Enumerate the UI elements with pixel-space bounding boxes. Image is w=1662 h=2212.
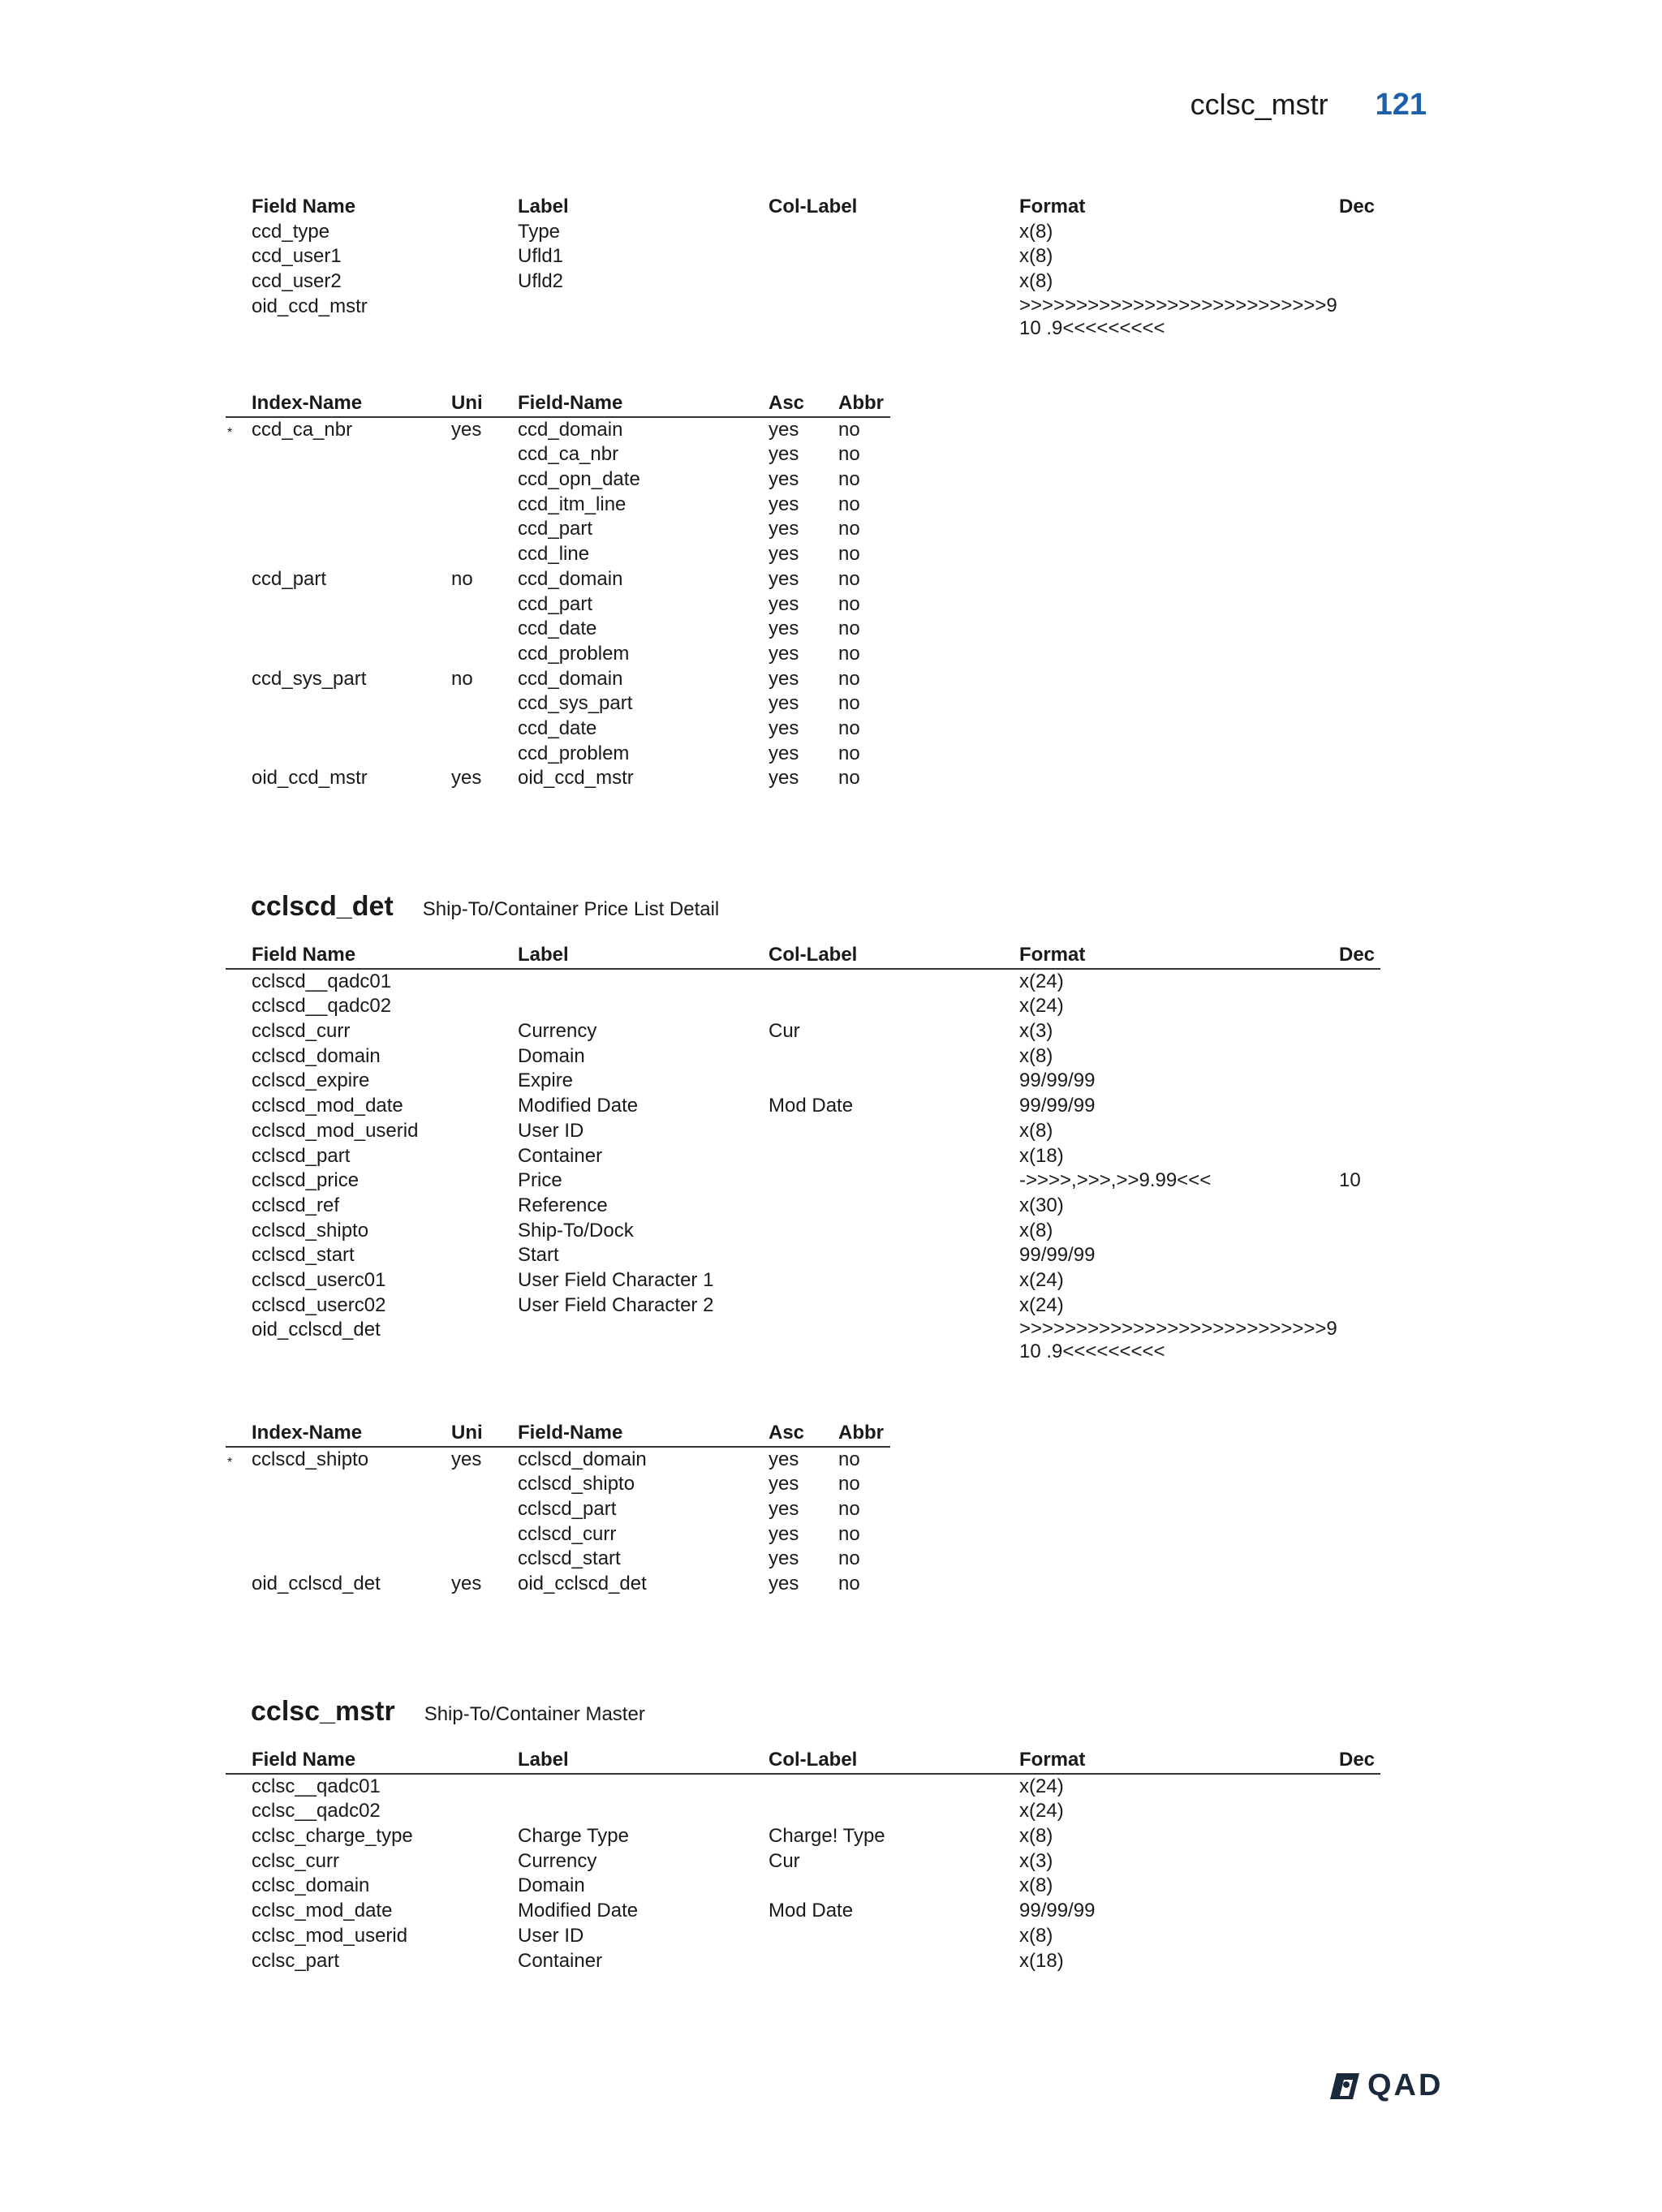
field-name-cell: oid_ccd_mstr xyxy=(518,767,634,790)
abbreviated-cell: no xyxy=(838,1547,860,1570)
format-cell: x(8) xyxy=(1019,1924,1053,1947)
ascending-cell: yes xyxy=(769,1547,799,1570)
label-cell: User ID xyxy=(518,1119,584,1142)
header-col-label: Col-Label xyxy=(769,196,858,217)
field-name-cell: cclscd_shipto xyxy=(252,1219,369,1242)
format-cell: x(24) xyxy=(1019,1268,1064,1291)
cclscd-field-rows xyxy=(226,970,1380,1366)
field-row xyxy=(226,1899,1380,1924)
field-row xyxy=(226,1775,1380,1800)
field-name-cell: ccd_sys_part xyxy=(518,692,633,715)
field-row xyxy=(226,295,1380,342)
ascending-cell: yes xyxy=(769,1522,799,1545)
format-cell: 99/99/99 xyxy=(1019,1244,1096,1267)
field-row xyxy=(226,1044,1380,1069)
cclscd-index-table xyxy=(226,1421,890,1597)
field-name-cell: cclscd_mod_date xyxy=(252,1095,403,1117)
index-name-cell: oid_ccd_mstr xyxy=(252,767,368,790)
index-row xyxy=(226,667,890,692)
format-cell: x(8) xyxy=(1019,270,1053,293)
index-row xyxy=(226,467,890,493)
ascending-cell: yes xyxy=(769,717,799,739)
field-row xyxy=(226,1949,1380,1974)
index-row xyxy=(226,542,890,567)
field-name-cell: cclscd_domain xyxy=(252,1044,381,1067)
ccd-index-table xyxy=(226,391,890,791)
label-cell: Expire xyxy=(518,1069,574,1092)
field-row xyxy=(226,220,1380,245)
ascending-cell: yes xyxy=(769,1498,799,1521)
field-name-cell: cclscd_ref xyxy=(252,1194,340,1216)
format-cell: x(8) xyxy=(1019,220,1053,243)
abbreviated-cell: no xyxy=(838,543,860,566)
qad-logo-icon xyxy=(1328,2072,1361,2101)
index-row xyxy=(226,1497,890,1522)
unique-cell: yes xyxy=(451,418,482,441)
index-row xyxy=(226,617,890,642)
ccd-field-rows xyxy=(226,220,1380,342)
header-col-label: Col-Label xyxy=(769,1749,858,1771)
format-cell: x(24) xyxy=(1019,970,1064,992)
field-row xyxy=(226,1268,1380,1293)
col-label-cell: Charge! Type xyxy=(769,1825,885,1848)
field-name-cell: cclscd_price xyxy=(252,1169,360,1192)
field-row xyxy=(226,1168,1380,1194)
abbreviated-cell: no xyxy=(838,618,860,640)
abbreviated-cell: no xyxy=(838,1573,860,1595)
ascending-cell: yes xyxy=(769,742,799,764)
format-cell: x(8) xyxy=(1019,1044,1053,1067)
dec-cell: 10 xyxy=(1339,1169,1361,1192)
header-dec: Dec xyxy=(1339,1749,1376,1771)
index-table-header xyxy=(226,391,890,418)
format-cell: x(24) xyxy=(1019,1775,1064,1797)
field-row xyxy=(226,1924,1380,1949)
field-name-cell: ccd_line xyxy=(518,543,590,566)
header-dec: Dec xyxy=(1339,944,1376,966)
index-table-header xyxy=(226,1421,890,1448)
field-row xyxy=(226,970,1380,995)
field-name-cell: cclscd_part xyxy=(518,1498,617,1521)
field-name-cell: cclsc_domain xyxy=(252,1874,370,1897)
field-name-cell: ccd_user2 xyxy=(252,270,342,293)
field-row xyxy=(226,1799,1380,1824)
field-name-cell: ccd_date xyxy=(518,618,597,640)
header-asc: Asc xyxy=(769,1422,805,1444)
abbreviated-cell: no xyxy=(838,667,860,690)
header-field-name: Field Name xyxy=(252,196,356,217)
format-cell: 99/99/99 xyxy=(1019,1095,1096,1117)
ascending-cell: yes xyxy=(769,592,799,615)
primary-index-marker: * xyxy=(227,425,233,440)
abbreviated-cell: no xyxy=(838,1473,860,1495)
ascending-cell: yes xyxy=(769,443,799,466)
format-cell: x(24) xyxy=(1019,1800,1064,1823)
label-cell: Container xyxy=(518,1949,603,1972)
ascending-cell: yes xyxy=(769,1448,799,1470)
header-format: Format xyxy=(1019,944,1086,966)
field-name-cell: cclsc__qadc02 xyxy=(252,1800,381,1823)
format-cell: >>>>>>>>>>>>>>>>>>>>>>>>>>>9 10 .9<<<<<<<<< xyxy=(1019,1318,1337,1363)
abbreviated-cell: no xyxy=(838,418,860,441)
table-description: Ship-To/Container Master xyxy=(424,1703,645,1725)
abbreviated-cell: no xyxy=(838,717,860,739)
field-row xyxy=(226,1824,1380,1849)
format-cell: x(24) xyxy=(1019,1293,1064,1316)
index-row xyxy=(226,1472,890,1497)
field-name-cell: ccd_part xyxy=(518,592,593,615)
field-name-cell: cclscd_curr xyxy=(252,1020,351,1043)
label-cell: Domain xyxy=(518,1874,585,1897)
format-cell: x(8) xyxy=(1019,1874,1053,1897)
format-cell: x(30) xyxy=(1019,1194,1064,1216)
logo-text: QAD xyxy=(1367,2068,1444,2102)
label-cell: Ufld1 xyxy=(518,245,564,268)
field-name-cell: cclsc_charge_type xyxy=(252,1825,413,1848)
field-name-cell: oid_ccd_mstr xyxy=(252,295,368,317)
page-number: 121 xyxy=(1375,88,1427,122)
field-name-cell: ccd_date xyxy=(518,717,597,739)
abbreviated-cell: no xyxy=(838,493,860,515)
field-name-cell: cclscd_start xyxy=(518,1547,621,1570)
field-row xyxy=(226,1144,1380,1169)
abbreviated-cell: no xyxy=(838,518,860,540)
unique-cell: yes xyxy=(451,767,482,790)
field-name-cell: ccd_type xyxy=(252,220,330,243)
header-index-name: Index-Name xyxy=(252,1422,363,1444)
header-label: Label xyxy=(518,1749,569,1771)
format-cell: 99/99/99 xyxy=(1019,1069,1096,1092)
ascending-cell: yes xyxy=(769,567,799,590)
ascending-cell: yes xyxy=(769,418,799,441)
header-field-name: Field-Name xyxy=(518,392,623,414)
index-row xyxy=(226,691,890,717)
format-cell: x(3) xyxy=(1019,1020,1053,1043)
field-row xyxy=(226,1318,1380,1366)
ascending-cell: yes xyxy=(769,1473,799,1495)
field-table-header xyxy=(226,195,1380,220)
field-name-cell: cclscd_start xyxy=(252,1244,355,1267)
ascending-cell: yes xyxy=(769,692,799,715)
label-cell: User Field Character 1 xyxy=(518,1268,714,1291)
header-label: Label xyxy=(518,944,569,966)
header-uni: Uni xyxy=(451,1422,483,1444)
index-name-cell: ccd_ca_nbr xyxy=(252,418,353,441)
field-name-cell: ccd_user1 xyxy=(252,245,342,268)
label-cell: Type xyxy=(518,220,561,243)
header-uni: Uni xyxy=(451,392,483,414)
abbreviated-cell: no xyxy=(838,1498,860,1521)
field-name-cell: ccd_ca_nbr xyxy=(518,443,619,466)
abbreviated-cell: no xyxy=(838,692,860,715)
ascending-cell: yes xyxy=(769,618,799,640)
field-name-cell: oid_cclscd_det xyxy=(252,1319,381,1341)
index-name-cell: cclscd_shipto xyxy=(252,1448,369,1470)
header-format: Format xyxy=(1019,1749,1086,1771)
label-cell: Reference xyxy=(518,1194,608,1216)
field-name-cell: ccd_domain xyxy=(518,567,623,590)
field-row xyxy=(226,244,1380,269)
field-row xyxy=(226,1094,1380,1119)
cclsc-field-table xyxy=(226,1748,1380,1973)
header-label: Label xyxy=(518,196,569,217)
index-name-cell: oid_cclscd_det xyxy=(252,1573,381,1595)
cclscd-index-rows xyxy=(226,1448,890,1597)
running-head xyxy=(1191,88,1427,123)
ascending-cell: yes xyxy=(769,543,799,566)
label-cell: Ufld2 xyxy=(518,270,564,293)
header-asc: Asc xyxy=(769,392,805,414)
label-cell: Modified Date xyxy=(518,1095,639,1117)
header-field-name: Field-Name xyxy=(518,1422,623,1444)
field-row xyxy=(226,1069,1380,1094)
header-abbr: Abbr xyxy=(838,1422,884,1444)
format-cell: x(8) xyxy=(1019,1219,1053,1242)
running-head-title: cclsc_mstr xyxy=(1190,88,1328,121)
index-row xyxy=(226,1522,890,1547)
header-abbr: Abbr xyxy=(838,392,884,414)
header-col-label: Col-Label xyxy=(769,944,858,966)
field-name-cell: ccd_problem xyxy=(518,742,630,764)
field-name-cell: cclscd_userc01 xyxy=(252,1268,386,1291)
index-row xyxy=(226,1448,890,1473)
field-row xyxy=(226,1194,1380,1219)
field-row xyxy=(226,1874,1380,1899)
cclscd-field-table xyxy=(226,943,1380,1366)
label-cell: User ID xyxy=(518,1924,584,1947)
format-cell: x(24) xyxy=(1019,995,1064,1018)
field-row xyxy=(226,1293,1380,1319)
format-cell: x(8) xyxy=(1019,1825,1053,1848)
format-cell: x(3) xyxy=(1019,1849,1053,1872)
abbreviated-cell: no xyxy=(838,443,860,466)
header-index-name: Index-Name xyxy=(252,392,363,414)
field-row xyxy=(226,1119,1380,1144)
abbreviated-cell: no xyxy=(838,1522,860,1545)
index-row xyxy=(226,717,890,742)
field-row xyxy=(226,1019,1380,1044)
unique-cell: no xyxy=(451,667,473,690)
label-cell: Container xyxy=(518,1144,603,1167)
label-cell: Modified Date xyxy=(518,1900,639,1922)
field-row xyxy=(226,1243,1380,1268)
abbreviated-cell: no xyxy=(838,567,860,590)
table-name: cclscd_det xyxy=(251,891,394,922)
primary-index-marker: * xyxy=(227,1455,233,1470)
format-cell: x(8) xyxy=(1019,245,1053,268)
ccd-field-table xyxy=(226,195,1380,342)
index-row xyxy=(226,592,890,618)
label-cell: Start xyxy=(518,1244,559,1267)
format-cell: x(18) xyxy=(1019,1949,1064,1972)
format-cell: x(18) xyxy=(1019,1144,1064,1167)
label-cell: Ship-To/Dock xyxy=(518,1219,634,1242)
field-name-cell: cclsc_part xyxy=(252,1949,340,1972)
ascending-cell: yes xyxy=(769,767,799,790)
index-name-cell: ccd_sys_part xyxy=(252,667,367,690)
field-name-cell: ccd_domain xyxy=(518,667,623,690)
field-name-cell: cclscd_userc02 xyxy=(252,1293,386,1316)
abbreviated-cell: no xyxy=(838,1448,860,1470)
label-cell: Domain xyxy=(518,1044,585,1067)
ascending-cell: yes xyxy=(769,468,799,491)
label-cell: Charge Type xyxy=(518,1825,629,1848)
header-format: Format xyxy=(1019,196,1086,217)
label-cell: Currency xyxy=(518,1849,597,1872)
section-heading-cclscd-det xyxy=(251,891,719,923)
ascending-cell: yes xyxy=(769,493,799,515)
qad-logo xyxy=(1328,2068,1443,2103)
label-cell: User Field Character 2 xyxy=(518,1293,714,1316)
index-row xyxy=(226,418,890,443)
index-name-cell: ccd_part xyxy=(252,567,327,590)
format-cell: x(8) xyxy=(1019,1119,1053,1142)
field-name-cell: cclscd__qadc01 xyxy=(252,970,392,992)
section-heading-cclsc-mstr xyxy=(251,1696,645,1728)
col-label-cell: Mod Date xyxy=(769,1900,854,1922)
header-dec: Dec xyxy=(1339,196,1376,217)
format-cell: ->>>>,>>>,>>9.99<<< xyxy=(1019,1169,1212,1192)
index-row xyxy=(226,1572,890,1597)
field-name-cell: cclsc_mod_userid xyxy=(252,1924,408,1947)
field-name-cell: cclscd_shipto xyxy=(518,1473,635,1495)
label-cell: Price xyxy=(518,1169,562,1192)
field-row xyxy=(226,269,1380,295)
field-name-cell: cclscd_curr xyxy=(518,1522,617,1545)
field-name-cell: ccd_domain xyxy=(518,418,623,441)
field-name-cell: cclsc__qadc01 xyxy=(252,1775,381,1797)
header-field-name: Field Name xyxy=(252,1749,356,1771)
index-row xyxy=(226,642,890,667)
table-name: cclsc_mstr xyxy=(251,1696,395,1727)
field-name-cell: cclscd_domain xyxy=(518,1448,647,1470)
ascending-cell: yes xyxy=(769,518,799,540)
index-row xyxy=(226,517,890,542)
abbreviated-cell: no xyxy=(838,642,860,665)
abbreviated-cell: no xyxy=(838,767,860,790)
col-label-cell: Cur xyxy=(769,1849,800,1872)
format-cell: 99/99/99 xyxy=(1019,1900,1096,1922)
cclsc-field-rows xyxy=(226,1775,1380,1974)
ascending-cell: yes xyxy=(769,642,799,665)
ccd-index-rows xyxy=(226,418,890,791)
field-name-cell: cclscd_expire xyxy=(252,1069,370,1092)
table-description: Ship-To/Container Price List Detail xyxy=(422,898,720,920)
unique-cell: no xyxy=(451,567,473,590)
ascending-cell: yes xyxy=(769,667,799,690)
unique-cell: yes xyxy=(451,1448,482,1470)
index-row xyxy=(226,442,890,467)
index-row xyxy=(226,493,890,518)
header-field-name: Field Name xyxy=(252,944,356,966)
field-name-cell: ccd_itm_line xyxy=(518,493,626,515)
field-row xyxy=(226,1849,1380,1874)
index-row xyxy=(226,766,890,791)
label-cell: Currency xyxy=(518,1020,597,1043)
field-name-cell: cclsc_mod_date xyxy=(252,1900,393,1922)
abbreviated-cell: no xyxy=(838,468,860,491)
format-cell: >>>>>>>>>>>>>>>>>>>>>>>>>>>9 10 .9<<<<<<<<< xyxy=(1019,294,1337,339)
col-label-cell: Mod Date xyxy=(769,1095,854,1117)
field-name-cell: cclscd__qadc02 xyxy=(252,995,392,1018)
col-label-cell: Cur xyxy=(769,1020,800,1043)
field-name-cell: ccd_problem xyxy=(518,642,630,665)
field-row xyxy=(226,1219,1380,1244)
field-row xyxy=(226,994,1380,1019)
field-name-cell: ccd_opn_date xyxy=(518,468,640,491)
ascending-cell: yes xyxy=(769,1573,799,1595)
unique-cell: yes xyxy=(451,1573,482,1595)
field-table-header xyxy=(226,1748,1380,1775)
index-row xyxy=(226,567,890,592)
abbreviated-cell: no xyxy=(838,742,860,764)
field-name-cell: cclscd_part xyxy=(252,1144,351,1167)
abbreviated-cell: no xyxy=(838,592,860,615)
field-table-header xyxy=(226,943,1380,970)
index-row xyxy=(226,1547,890,1572)
field-name-cell: cclsc_curr xyxy=(252,1849,340,1872)
field-name-cell: ccd_part xyxy=(518,518,593,540)
field-name-cell: cclscd_mod_userid xyxy=(252,1119,419,1142)
field-name-cell: oid_cclscd_det xyxy=(518,1573,647,1595)
index-row xyxy=(226,742,890,767)
